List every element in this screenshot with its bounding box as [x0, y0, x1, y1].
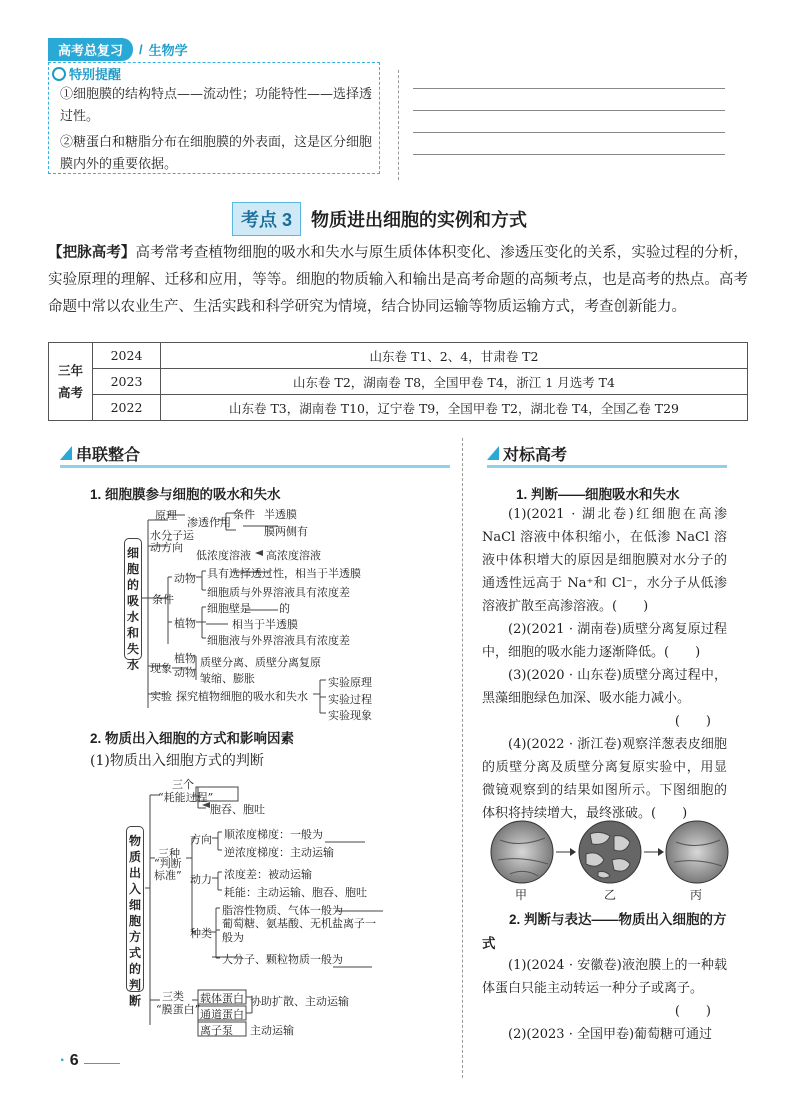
page-line	[84, 1063, 120, 1064]
node: 动物	[174, 572, 196, 585]
node: 细胞壁是	[207, 602, 251, 615]
node: 条件	[233, 508, 255, 521]
node: 条件	[152, 593, 174, 606]
right-heading-2: 2. 判断与表达——物质出入细胞的方式	[482, 912, 727, 951]
node: 浓度差：被动运输	[224, 868, 312, 881]
node: 载体蛋白	[200, 992, 244, 1005]
book-title: 高考总复习	[48, 38, 133, 61]
intro-tag: 【把脉高考】	[48, 245, 136, 261]
topic-label: 考点 3	[232, 202, 301, 236]
answer-bracket: ( )	[674, 714, 711, 729]
cell-micrographs	[490, 820, 730, 886]
topic-title: 物质进出细胞的实例和方式	[311, 210, 528, 230]
cell-label: 丙	[690, 888, 703, 902]
running-header: 高考总复习 / 生物学	[48, 38, 188, 60]
node: “判断标准”	[154, 857, 182, 882]
node: 动物	[174, 666, 196, 679]
node: 原理	[155, 509, 177, 522]
question-block-2	[482, 954, 727, 1046]
node: 主动运输	[250, 1024, 294, 1037]
node: 皱缩、膨胀	[200, 672, 255, 685]
exam-side-label: 三年 高考	[49, 343, 93, 421]
node: 高浓度溶液	[266, 549, 321, 562]
node: 低浓度溶液	[196, 549, 251, 562]
root-text: 物质出入细胞方式的判断	[128, 834, 141, 1008]
root-text: 细胞的吸水和失水	[126, 546, 139, 672]
node: 胞吞、胞吐	[210, 803, 265, 816]
node: 顺浓度梯度：一般为	[224, 828, 323, 841]
node: 水分子运动方向	[150, 529, 194, 554]
question: (3)(2020 · 山东卷)质壁分离过程中，黑藻细胞绿色加深、吸水能力减小。	[482, 668, 727, 706]
subject-label: 生物学	[148, 42, 188, 58]
question: (2)(2021 · 湖南卷)质壁分离复原过程中，细胞的吸水能力逐渐降低。( )	[482, 622, 727, 660]
node: 植物	[174, 617, 196, 630]
question: (1)(2021 · 湖北卷)红细胞在高渗 NaCl 溶液中体积缩小，在低渗 NaCl 溶液中体积增大的原因是细胞膜对水分子的通透性远高于 Na⁺和 Cl⁻，水分子从低渗溶液扩散至高渗溶液。( )	[482, 507, 727, 614]
node: 的	[279, 602, 290, 615]
cell-label: 乙	[604, 888, 617, 902]
node: 动力	[190, 873, 212, 886]
exam-papers: 山东卷 T3，湖南卷 T10，辽宁卷 T9，全国甲卷 T2，湖北卷 T4，全国乙卷 T29	[161, 395, 748, 421]
cell-image-a	[491, 821, 553, 883]
node: 离子泵	[200, 1024, 233, 1037]
right-heading-1: 1. 判断——细胞吸水和失水	[516, 487, 680, 502]
node: 协助扩散、主动运输	[250, 995, 349, 1008]
node: 实验	[150, 690, 172, 703]
exam-year: 2024	[93, 343, 161, 369]
node: 逆浓度梯度：主动运输	[224, 846, 334, 859]
left-heading-2: 2. 物质出入细胞的方式和影响因素	[90, 731, 295, 746]
tip-title: 特别提醒	[52, 64, 121, 83]
question: (1)(2024 · 安徽卷)液泡膜上的一种载体蛋白只能主动转运一种分子或离子。	[482, 958, 727, 996]
node: 三个	[172, 778, 194, 791]
node: 现象	[150, 662, 172, 675]
node: “膜蛋白”	[156, 1003, 201, 1016]
node: 细胞液与外界溶液具有浓度差	[207, 634, 350, 647]
node: 细胞质与外界溶液具有浓度差	[207, 586, 350, 599]
page-number: · 6	[60, 1052, 79, 1069]
tip-item: ①细胞膜的结构特点——流动性；功能特性——选择透过性。	[60, 87, 373, 124]
node: 相当于半透膜	[232, 618, 298, 631]
left-heading-3: (1)物质出入细胞方式的判断	[90, 753, 264, 769]
intro-text: 高考常考查植物细胞的吸水和失水与原生质体体积变化、渗透压变化的关系，实验过程的分析，实验原理的理解、迁移和应用，等等。细胞的物质输入和输出是高考命题的高频考点，也是高考的热点。高考命题中常以农业生产、生活实践和科学研究为情境，结合协同运输等物质运输方式，考查创新能力。	[48, 245, 749, 315]
question: (4)(2022 · 浙江卷)观察洋葱表皮细胞的质壁分离及质壁分离复原实验中，用显微镜观察到的结果如图所示。下图细胞的体积将持续增大，最终涨破。( )	[482, 737, 727, 821]
cell-image-c	[666, 821, 728, 883]
mindmap-root-2	[126, 826, 144, 1008]
node: 探究植物细胞的吸水和失水	[176, 690, 308, 703]
node: 脂溶性物质、气体一般为	[222, 904, 343, 917]
node: 葡萄糖、氨基酸、无机盐离子一般为	[222, 917, 376, 944]
node: 实验现象	[328, 709, 372, 722]
answer-bracket: ( )	[674, 1004, 711, 1019]
exam-papers: 山东卷 T2，湖南卷 T8，全国甲卷 T4，浙江 1 月选考 T4	[161, 369, 748, 395]
node: 三种	[158, 847, 180, 860]
node: 耗能：主动运输、胞吞、胞吐	[224, 886, 367, 899]
question-block	[482, 503, 727, 825]
node: 大分子、颗粒物质一般为	[222, 953, 343, 966]
node: 种类	[190, 927, 212, 940]
section-heading-right: 对标高考	[487, 442, 567, 464]
node: 质壁分离、质壁分离复原	[200, 656, 321, 669]
exam-year: 2022	[93, 395, 161, 421]
exam-papers: 山东卷 T1、2、4，甘肃卷 T2	[161, 343, 748, 369]
cell-label: 甲	[515, 888, 528, 902]
node: “耗能过程”	[158, 791, 214, 804]
question: (2)(2023 · 全国甲卷)葡萄糖可通过	[508, 1027, 713, 1042]
node: 实验原理	[328, 676, 372, 689]
node: 通道蛋白	[200, 1008, 244, 1021]
node: 三类	[162, 990, 184, 1003]
node: 膜两侧有	[264, 525, 308, 538]
exam-year: 2023	[93, 369, 161, 395]
node: 渗透作用	[187, 516, 231, 529]
left-heading-1: 1. 细胞膜参与细胞的吸水和失水	[90, 487, 281, 502]
node: 具有选择透过性，相当于半透膜	[207, 567, 361, 580]
node: 半透膜	[264, 508, 297, 521]
section-heading-left: 串联整合	[60, 442, 140, 464]
node: 植物	[174, 652, 196, 665]
cell-image-b	[579, 821, 641, 883]
node: 方向	[190, 833, 212, 846]
tip-item: ②糖蛋白和糖脂分布在细胞膜的外表面，这是区分细胞膜内外的重要依据。	[60, 135, 373, 172]
node: 实验过程	[328, 693, 372, 706]
